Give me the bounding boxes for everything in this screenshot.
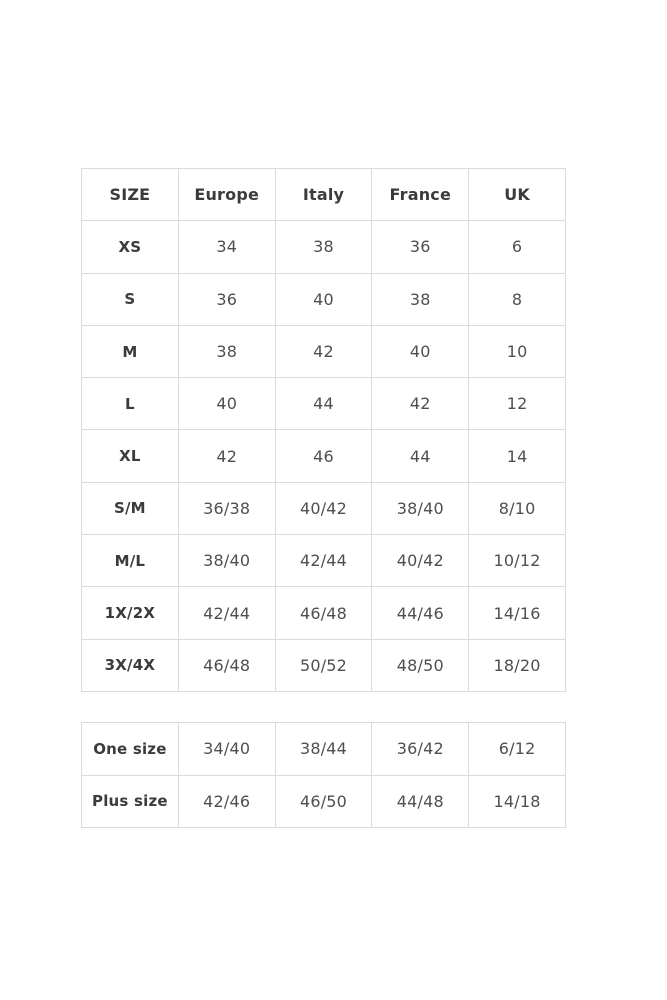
size-value-cell: 40 [372,325,469,377]
size-value-cell: 34/40 [178,723,275,776]
size-value-cell: 10/12 [469,535,566,587]
size-value-cell: 44 [275,378,372,430]
size-label-cell: M [82,325,179,377]
size-value-cell: 40/42 [372,535,469,587]
size-value-cell: 18/20 [469,639,566,691]
size-value-cell: 46/48 [178,639,275,691]
size-value-cell: 50/52 [275,639,372,691]
size-value-cell: 36 [178,273,275,325]
size-label-cell: Plus size [82,775,179,828]
size-label-cell: 1X/2X [82,587,179,639]
table-row [82,587,566,639]
table-row [82,378,566,430]
column-header: Italy [275,169,372,221]
size-value-cell: 14 [469,430,566,482]
size-value-cell: 8 [469,273,566,325]
size-value-cell: 38 [275,221,372,273]
size-value-cell: 38/40 [372,482,469,534]
size-value-cell: 38 [178,325,275,377]
table-row [82,221,566,273]
size-value-cell: 8/10 [469,482,566,534]
size-value-cell: 36/42 [372,723,469,776]
size-value-cell: 42 [178,430,275,482]
size-value-cell: 36 [372,221,469,273]
column-header: UK [469,169,566,221]
size-value-cell: 10 [469,325,566,377]
size-value-cell: 6/12 [469,723,566,776]
size-value-cell: 44/48 [372,775,469,828]
size-label-cell: S [82,273,179,325]
size-value-cell: 48/50 [372,639,469,691]
header-row [82,169,566,221]
size-label-cell: S/M [82,482,179,534]
table-row [82,273,566,325]
table-row [82,325,566,377]
size-value-cell: 42/46 [178,775,275,828]
table-row [82,723,566,776]
table-row [82,775,566,828]
column-header: SIZE [82,169,179,221]
size-label-cell: One size [82,723,179,776]
size-value-cell: 14/18 [469,775,566,828]
size-value-cell: 42 [275,325,372,377]
size-label-cell: XS [82,221,179,273]
size-value-cell: 44/46 [372,587,469,639]
size-value-cell: 40 [178,378,275,430]
special-size-table [81,722,566,828]
size-value-cell: 14/16 [469,587,566,639]
table-row [82,535,566,587]
size-value-cell: 42 [372,378,469,430]
size-value-cell: 40 [275,273,372,325]
size-value-cell: 36/38 [178,482,275,534]
size-value-cell: 46/50 [275,775,372,828]
size-value-cell: 46/48 [275,587,372,639]
size-value-cell: 38/40 [178,535,275,587]
size-value-cell: 42/44 [178,587,275,639]
column-header: France [372,169,469,221]
size-value-cell: 34 [178,221,275,273]
size-label-cell: 3X/4X [82,639,179,691]
size-value-cell: 38/44 [275,723,372,776]
size-value-cell: 40/42 [275,482,372,534]
size-conversion-table [81,168,566,692]
size-value-cell: 38 [372,273,469,325]
size-value-cell: 6 [469,221,566,273]
size-label-cell: L [82,378,179,430]
size-value-cell: 12 [469,378,566,430]
size-value-cell: 44 [372,430,469,482]
column-header: Europe [178,169,275,221]
table-row [82,482,566,534]
size-value-cell: 46 [275,430,372,482]
size-label-cell: XL [82,430,179,482]
size-value-cell: 42/44 [275,535,372,587]
size-label-cell: M/L [82,535,179,587]
table-row [82,430,566,482]
table-row [82,639,566,691]
